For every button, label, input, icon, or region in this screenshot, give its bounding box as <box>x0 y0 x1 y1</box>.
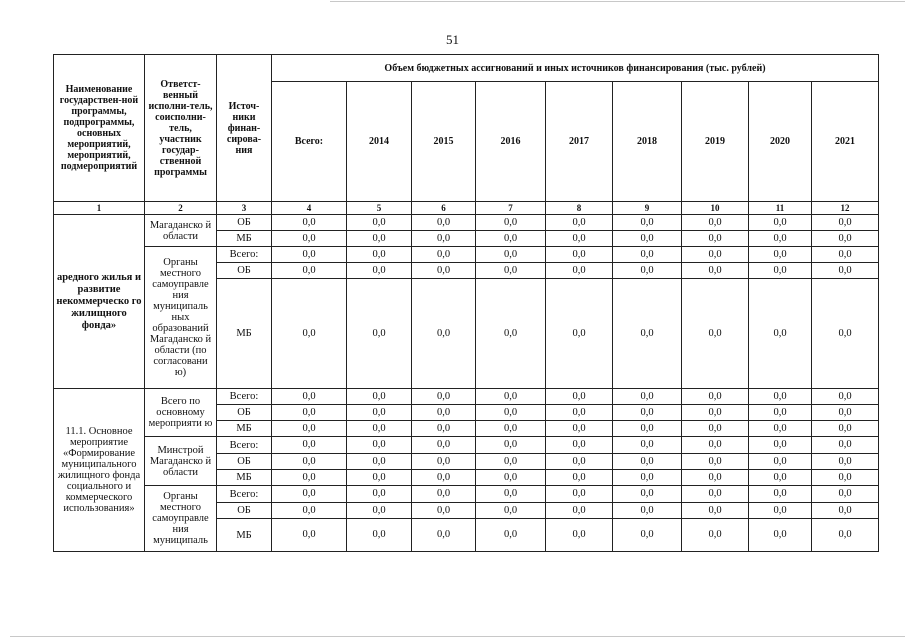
amount-cell: 0,0 <box>749 389 812 405</box>
amount-cell: 0,0 <box>749 519 812 552</box>
executor-cell: Всего по основному мероприяти ю <box>145 389 217 437</box>
amount-cell: 0,0 <box>682 389 749 405</box>
amount-cell: 0,0 <box>546 437 613 454</box>
amount-cell: 0,0 <box>546 263 613 279</box>
funding-source-cell: Всего: <box>217 247 272 263</box>
header-number-10: 11 <box>749 202 812 215</box>
amount-cell: 0,0 <box>272 437 347 454</box>
amount-cell: 0,0 <box>476 279 546 389</box>
amount-cell: 0,0 <box>546 279 613 389</box>
header-year-6: 2019 <box>682 82 749 202</box>
amount-cell: 0,0 <box>272 389 347 405</box>
amount-cell: 0,0 <box>272 247 347 263</box>
funding-source-cell: МБ <box>217 279 272 389</box>
header-year-0: Всего: <box>272 82 347 202</box>
amount-cell: 0,0 <box>613 279 682 389</box>
header-number-6: 7 <box>476 202 546 215</box>
header-number-1: 2 <box>145 202 217 215</box>
amount-cell: 0,0 <box>347 470 412 486</box>
amount-cell: 0,0 <box>476 263 546 279</box>
funding-source-cell: Всего: <box>217 486 272 503</box>
header-number-7: 8 <box>546 202 613 215</box>
executor-cell: Минстрой Магаданско й области <box>145 437 217 486</box>
amount-cell: 0,0 <box>812 279 879 389</box>
scan-edge-top <box>330 1 905 2</box>
header-year-8: 2021 <box>812 82 879 202</box>
amount-cell: 0,0 <box>412 470 476 486</box>
amount-cell: 0,0 <box>546 454 613 470</box>
amount-cell: 0,0 <box>749 486 812 503</box>
amount-cell: 0,0 <box>347 486 412 503</box>
amount-cell: 0,0 <box>812 421 879 437</box>
amount-cell: 0,0 <box>546 215 613 231</box>
amount-cell: 0,0 <box>613 231 682 247</box>
page-number: 51 <box>446 32 459 47</box>
amount-cell: 0,0 <box>272 470 347 486</box>
amount-cell: 0,0 <box>613 389 682 405</box>
amount-cell: 0,0 <box>546 389 613 405</box>
table-row <box>54 437 879 454</box>
amount-cell: 0,0 <box>412 486 476 503</box>
amount-cell: 0,0 <box>476 231 546 247</box>
header-number-4: 5 <box>347 202 412 215</box>
amount-cell: 0,0 <box>272 503 347 519</box>
table-row <box>54 247 879 263</box>
amount-cell: 0,0 <box>412 263 476 279</box>
amount-cell: 0,0 <box>812 503 879 519</box>
amount-cell: 0,0 <box>812 231 879 247</box>
executor-cell: Магаданско й области <box>145 215 217 247</box>
executor-cell: Органы местного самоуправле ния муниципаль <box>145 486 217 552</box>
program-name-cell: 11.1. Основное мероприятие «Формирование муниципального жилищного фонда социального и коммерческого использования» <box>54 389 145 552</box>
amount-cell: 0,0 <box>412 389 476 405</box>
amount-cell: 0,0 <box>272 263 347 279</box>
header-funding-source: Источ-ники финан-сирова-ния <box>217 55 272 202</box>
amount-cell: 0,0 <box>749 247 812 263</box>
scan-edge-bottom <box>10 636 905 637</box>
header-year-3: 2016 <box>476 82 546 202</box>
funding-source-cell: Всего: <box>217 389 272 405</box>
funding-source-cell: МБ <box>217 519 272 552</box>
amount-cell: 0,0 <box>546 421 613 437</box>
amount-cell: 0,0 <box>412 421 476 437</box>
amount-cell: 0,0 <box>347 279 412 389</box>
amount-cell: 0,0 <box>272 454 347 470</box>
funding-source-cell: Всего: <box>217 437 272 454</box>
amount-cell: 0,0 <box>476 247 546 263</box>
header-year-1: 2014 <box>347 82 412 202</box>
header-year-4: 2017 <box>546 82 613 202</box>
amount-cell: 0,0 <box>347 389 412 405</box>
amount-cell: 0,0 <box>412 454 476 470</box>
amount-cell: 0,0 <box>812 470 879 486</box>
amount-cell: 0,0 <box>347 437 412 454</box>
amount-cell: 0,0 <box>682 486 749 503</box>
amount-cell: 0,0 <box>347 263 412 279</box>
amount-cell: 0,0 <box>812 405 879 421</box>
header-row-numbers <box>54 202 879 215</box>
amount-cell: 0,0 <box>812 215 879 231</box>
program-name-cell: аредного жилья и развитие некоммерческо го жилищного фонда» <box>54 215 145 389</box>
amount-cell: 0,0 <box>749 421 812 437</box>
amount-cell: 0,0 <box>476 389 546 405</box>
amount-cell: 0,0 <box>682 421 749 437</box>
executor-cell: Органы местного самоуправле ния муниципаль ных образований Магаданско й области (по согласовани ю) <box>145 247 217 389</box>
amount-cell: 0,0 <box>476 405 546 421</box>
funding-source-cell: ОБ <box>217 215 272 231</box>
amount-cell: 0,0 <box>347 503 412 519</box>
budget-table <box>53 54 879 552</box>
amount-cell: 0,0 <box>812 389 879 405</box>
header-year-5: 2018 <box>613 82 682 202</box>
table-row <box>54 486 879 503</box>
amount-cell: 0,0 <box>546 470 613 486</box>
amount-cell: 0,0 <box>412 231 476 247</box>
amount-cell: 0,0 <box>476 470 546 486</box>
header-year-2: 2015 <box>412 82 476 202</box>
amount-cell: 0,0 <box>749 454 812 470</box>
funding-source-cell: ОБ <box>217 263 272 279</box>
amount-cell: 0,0 <box>347 231 412 247</box>
amount-cell: 0,0 <box>749 263 812 279</box>
header-number-5: 6 <box>412 202 476 215</box>
amount-cell: 0,0 <box>749 405 812 421</box>
amount-cell: 0,0 <box>749 437 812 454</box>
amount-cell: 0,0 <box>613 405 682 421</box>
amount-cell: 0,0 <box>412 215 476 231</box>
amount-cell: 0,0 <box>347 215 412 231</box>
amount-cell: 0,0 <box>613 421 682 437</box>
amount-cell: 0,0 <box>347 247 412 263</box>
amount-cell: 0,0 <box>749 470 812 486</box>
amount-cell: 0,0 <box>347 454 412 470</box>
amount-cell: 0,0 <box>812 247 879 263</box>
amount-cell: 0,0 <box>476 421 546 437</box>
funding-source-cell: МБ <box>217 231 272 247</box>
amount-cell: 0,0 <box>682 519 749 552</box>
amount-cell: 0,0 <box>546 519 613 552</box>
amount-cell: 0,0 <box>749 215 812 231</box>
amount-cell: 0,0 <box>476 486 546 503</box>
amount-cell: 0,0 <box>613 470 682 486</box>
header-budget-group: Объем бюджетных ассигнований и иных источников финансирования (тыс. рублей) <box>272 55 879 82</box>
header-program-name: Наименование государствен-ной программы, подпрограммы, основных мероприятий, мероприятий, подмероприятий <box>54 55 145 202</box>
amount-cell: 0,0 <box>812 519 879 552</box>
amount-cell: 0,0 <box>812 486 879 503</box>
amount-cell: 0,0 <box>412 405 476 421</box>
funding-source-cell: МБ <box>217 470 272 486</box>
amount-cell: 0,0 <box>682 263 749 279</box>
amount-cell: 0,0 <box>546 231 613 247</box>
amount-cell: 0,0 <box>272 421 347 437</box>
amount-cell: 0,0 <box>749 279 812 389</box>
header-executor: Ответст-венный исполни-тель, соисполни-тель, участник государ-ственной программы <box>145 55 217 202</box>
table-row <box>54 389 879 405</box>
amount-cell: 0,0 <box>412 503 476 519</box>
amount-cell: 0,0 <box>476 437 546 454</box>
amount-cell: 0,0 <box>546 405 613 421</box>
amount-cell: 0,0 <box>682 247 749 263</box>
amount-cell: 0,0 <box>682 503 749 519</box>
amount-cell: 0,0 <box>613 215 682 231</box>
amount-cell: 0,0 <box>682 437 749 454</box>
funding-source-cell: ОБ <box>217 454 272 470</box>
amount-cell: 0,0 <box>272 519 347 552</box>
funding-source-cell: МБ <box>217 421 272 437</box>
amount-cell: 0,0 <box>613 247 682 263</box>
amount-cell: 0,0 <box>682 405 749 421</box>
amount-cell: 0,0 <box>546 486 613 503</box>
amount-cell: 0,0 <box>412 519 476 552</box>
header-number-2: 3 <box>217 202 272 215</box>
amount-cell: 0,0 <box>272 215 347 231</box>
header-number-3: 4 <box>272 202 347 215</box>
amount-cell: 0,0 <box>347 519 412 552</box>
amount-cell: 0,0 <box>613 263 682 279</box>
header-year-7: 2020 <box>749 82 812 202</box>
amount-cell: 0,0 <box>682 215 749 231</box>
header-number-11: 12 <box>812 202 879 215</box>
amount-cell: 0,0 <box>347 421 412 437</box>
amount-cell: 0,0 <box>613 503 682 519</box>
amount-cell: 0,0 <box>812 437 879 454</box>
amount-cell: 0,0 <box>749 231 812 247</box>
amount-cell: 0,0 <box>682 279 749 389</box>
amount-cell: 0,0 <box>682 231 749 247</box>
amount-cell: 0,0 <box>272 405 347 421</box>
funding-source-cell: ОБ <box>217 503 272 519</box>
amount-cell: 0,0 <box>476 503 546 519</box>
amount-cell: 0,0 <box>272 486 347 503</box>
amount-cell: 0,0 <box>412 437 476 454</box>
amount-cell: 0,0 <box>812 454 879 470</box>
amount-cell: 0,0 <box>272 231 347 247</box>
table-row <box>54 215 879 231</box>
amount-cell: 0,0 <box>476 519 546 552</box>
amount-cell: 0,0 <box>749 503 812 519</box>
amount-cell: 0,0 <box>613 486 682 503</box>
amount-cell: 0,0 <box>272 279 347 389</box>
funding-source-cell: ОБ <box>217 405 272 421</box>
amount-cell: 0,0 <box>476 215 546 231</box>
amount-cell: 0,0 <box>347 405 412 421</box>
amount-cell: 0,0 <box>613 519 682 552</box>
amount-cell: 0,0 <box>412 247 476 263</box>
amount-cell: 0,0 <box>613 454 682 470</box>
amount-cell: 0,0 <box>682 470 749 486</box>
amount-cell: 0,0 <box>613 437 682 454</box>
amount-cell: 0,0 <box>546 503 613 519</box>
header-row-top <box>54 55 879 82</box>
amount-cell: 0,0 <box>812 263 879 279</box>
amount-cell: 0,0 <box>546 247 613 263</box>
header-number-0: 1 <box>54 202 145 215</box>
amount-cell: 0,0 <box>476 454 546 470</box>
header-number-9: 10 <box>682 202 749 215</box>
header-number-8: 9 <box>613 202 682 215</box>
amount-cell: 0,0 <box>412 279 476 389</box>
amount-cell: 0,0 <box>682 454 749 470</box>
